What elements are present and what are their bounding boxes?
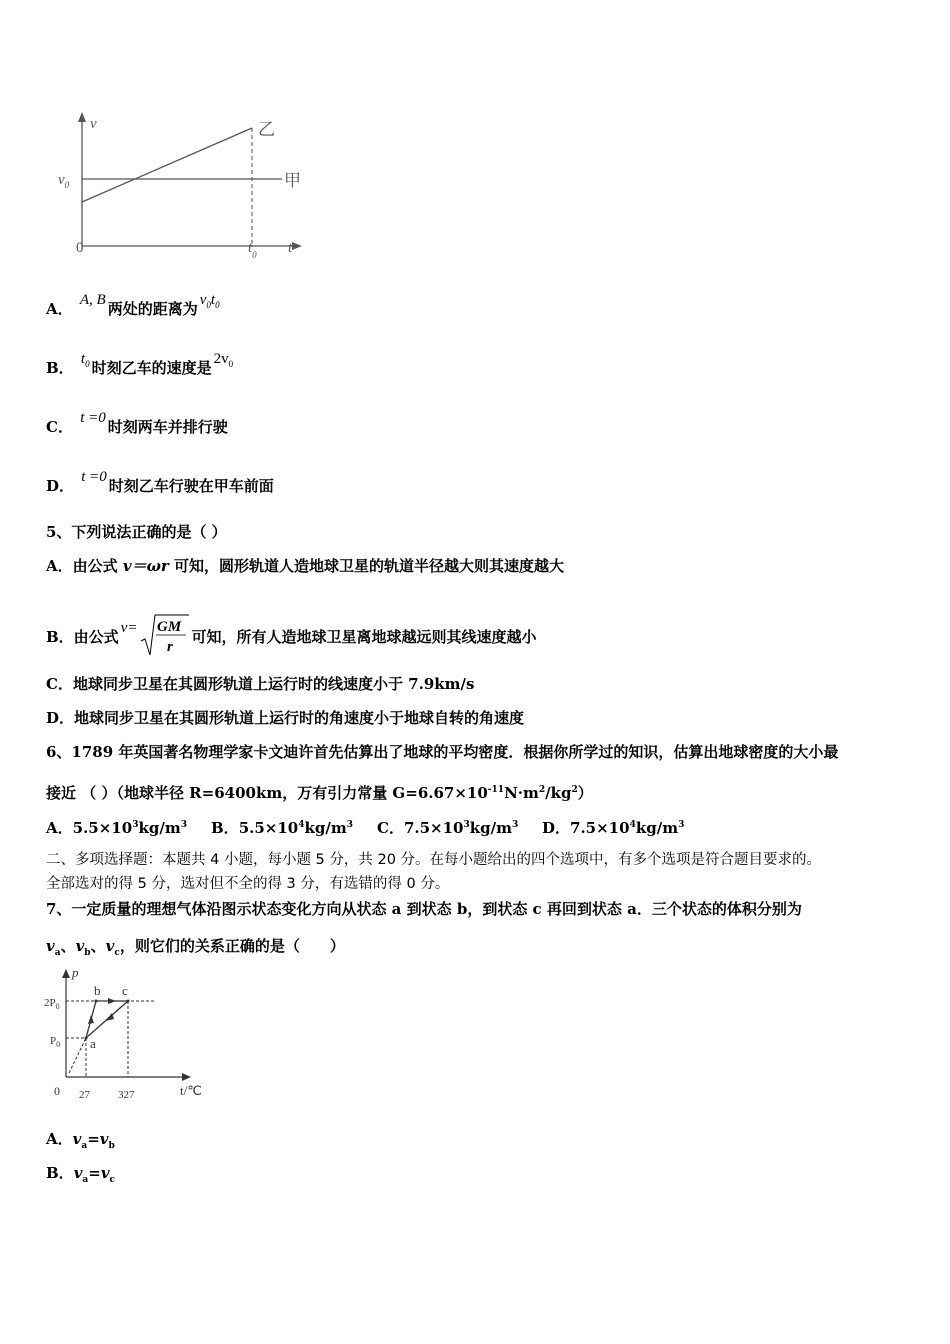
vt-graph	[52, 110, 312, 265]
q5-option-d: D．地球同步卫星在其圆形轨道上运行时的角速度小于地球自转的角速度	[46, 709, 525, 727]
option-letter: C．	[46, 418, 73, 436]
math-t-eq-0: t =0	[81, 469, 107, 485]
jia-label: 甲	[284, 171, 301, 190]
v0-label: $v_0$	[58, 172, 70, 190]
y-axis-arrow	[78, 112, 86, 122]
svg-text:r: r	[167, 639, 174, 655]
q6-option-d: D．$7.5\times 10^4kg/m^3$	[542, 819, 685, 837]
formula-v-omega-r: v＝ωr	[122, 557, 169, 575]
arrow-b-c	[108, 998, 116, 1004]
math-t-eq-0: t =0	[80, 410, 106, 426]
q4-option-d	[46, 469, 274, 497]
section2-heading-line2: 全部选对的得 5 分，选对但不全的得 3 分，有选错的得 0 分。	[46, 876, 450, 892]
q5-option-b: B．由公式 v= GM r 可知，所有人造地球卫星离地球越远则其线速度越小	[46, 615, 536, 661]
q4-option-b	[46, 351, 235, 384]
y-axis-label: v	[90, 116, 97, 132]
option-text: 两处的距离为	[107, 300, 198, 318]
option-letter: D．	[46, 477, 75, 495]
q6-option-b: B．$5.5\times 10^4kg/m^3$	[211, 819, 353, 837]
formula-lhs: v=	[120, 620, 138, 636]
section2-heading-line1: 二、多项选择题：本题共 4 小题，每小题 5 分，共 20 分。在每小题给出的四个选项中，有多个选项是符合题目要求的。	[46, 852, 822, 868]
math-t0: $t_0$	[80, 351, 90, 369]
x-axis-label: t	[288, 240, 293, 256]
yi-label: 乙	[258, 120, 275, 139]
pt-graph	[44, 965, 214, 1105]
x-axis-arrow	[292, 242, 302, 250]
arrow-a-b	[88, 1015, 94, 1024]
option-letter: A．	[46, 300, 73, 318]
y-axis-label: p	[72, 965, 79, 980]
2p0-label: $2P_0$	[44, 997, 60, 1011]
q6-option-c: C．$7.5\times 10^3kg/m^3$	[377, 819, 519, 837]
q7-stem-line1: 7、一定质量的理想气体沿图示状态变化方向从状态 a 到状态 b，到状态 c 再回到状态 a．三个状态的体积分别为	[46, 900, 802, 918]
x-axis-arrow	[182, 1073, 191, 1081]
q7-option-b: B．$v_a=v_c$	[46, 1164, 116, 1185]
state-a-label: a	[90, 1036, 96, 1051]
tick-27: 27	[79, 1089, 90, 1101]
x-axis-label: t/℃	[180, 1083, 202, 1098]
origin-label: 0	[54, 1084, 60, 1098]
option-text: 时刻乙车行驶在甲车前面	[108, 477, 274, 495]
state-b-label: b	[94, 983, 101, 998]
origin-label: 0	[76, 240, 84, 256]
math-ab: A, B	[79, 292, 106, 308]
p0-label: $P_0$	[50, 1035, 61, 1049]
math-v0t0: $v_0t_0$	[199, 292, 220, 310]
dashed-origin-extension	[69, 1038, 86, 1073]
q5-option-c: C．地球同步卫星在其圆形轨道上运行时的线速度小于 7.9km/s	[46, 675, 475, 693]
q7-stem-line2: $v_a$、$v_b$、$v_c$，则它们的关系正确的是（ ）	[46, 937, 345, 958]
q6-stem-line1: 6、1789 年英国著名物理学家卡文迪许首先估算出了地球的平均密度．根据你所学过的知识，估算出地球密度的大小最	[46, 743, 839, 761]
q4-option-c	[46, 410, 228, 438]
option-text: 时刻两车并排行驶	[107, 418, 228, 436]
q7-option-a: A．$v_a=v_b$	[46, 1130, 115, 1151]
q5-stem: 5、下列说法正确的是（ ）	[46, 523, 227, 541]
sqrt-gm-over-r	[139, 611, 191, 657]
math-2v0: $2v_0$	[213, 351, 234, 369]
line-yi	[82, 128, 252, 202]
tick-327: 327	[118, 1089, 135, 1101]
option-text: 时刻乙车的速度是	[91, 359, 212, 377]
q5-option-a: A．由公式 v＝ωr 可知，圆形轨道人造地球卫星的轨道半径越大则其速度越大	[46, 557, 565, 575]
q6-option-a: A．$5.5\times 10^3kg/m^3$	[46, 819, 187, 837]
t0-label: $t_0$	[248, 240, 257, 260]
q6-stem-line2: 接近 （ ）（地球半径 R=6400km，万有引力常量 $G=6.67\times 10^{-11}N\cdot m^2/kg^2$）	[46, 784, 593, 802]
y-axis-arrow	[62, 969, 70, 978]
state-c-label: c	[122, 983, 128, 998]
q4-option-a	[46, 292, 222, 325]
svg-text:GM: GM	[157, 619, 182, 635]
option-letter: B．	[46, 359, 74, 377]
